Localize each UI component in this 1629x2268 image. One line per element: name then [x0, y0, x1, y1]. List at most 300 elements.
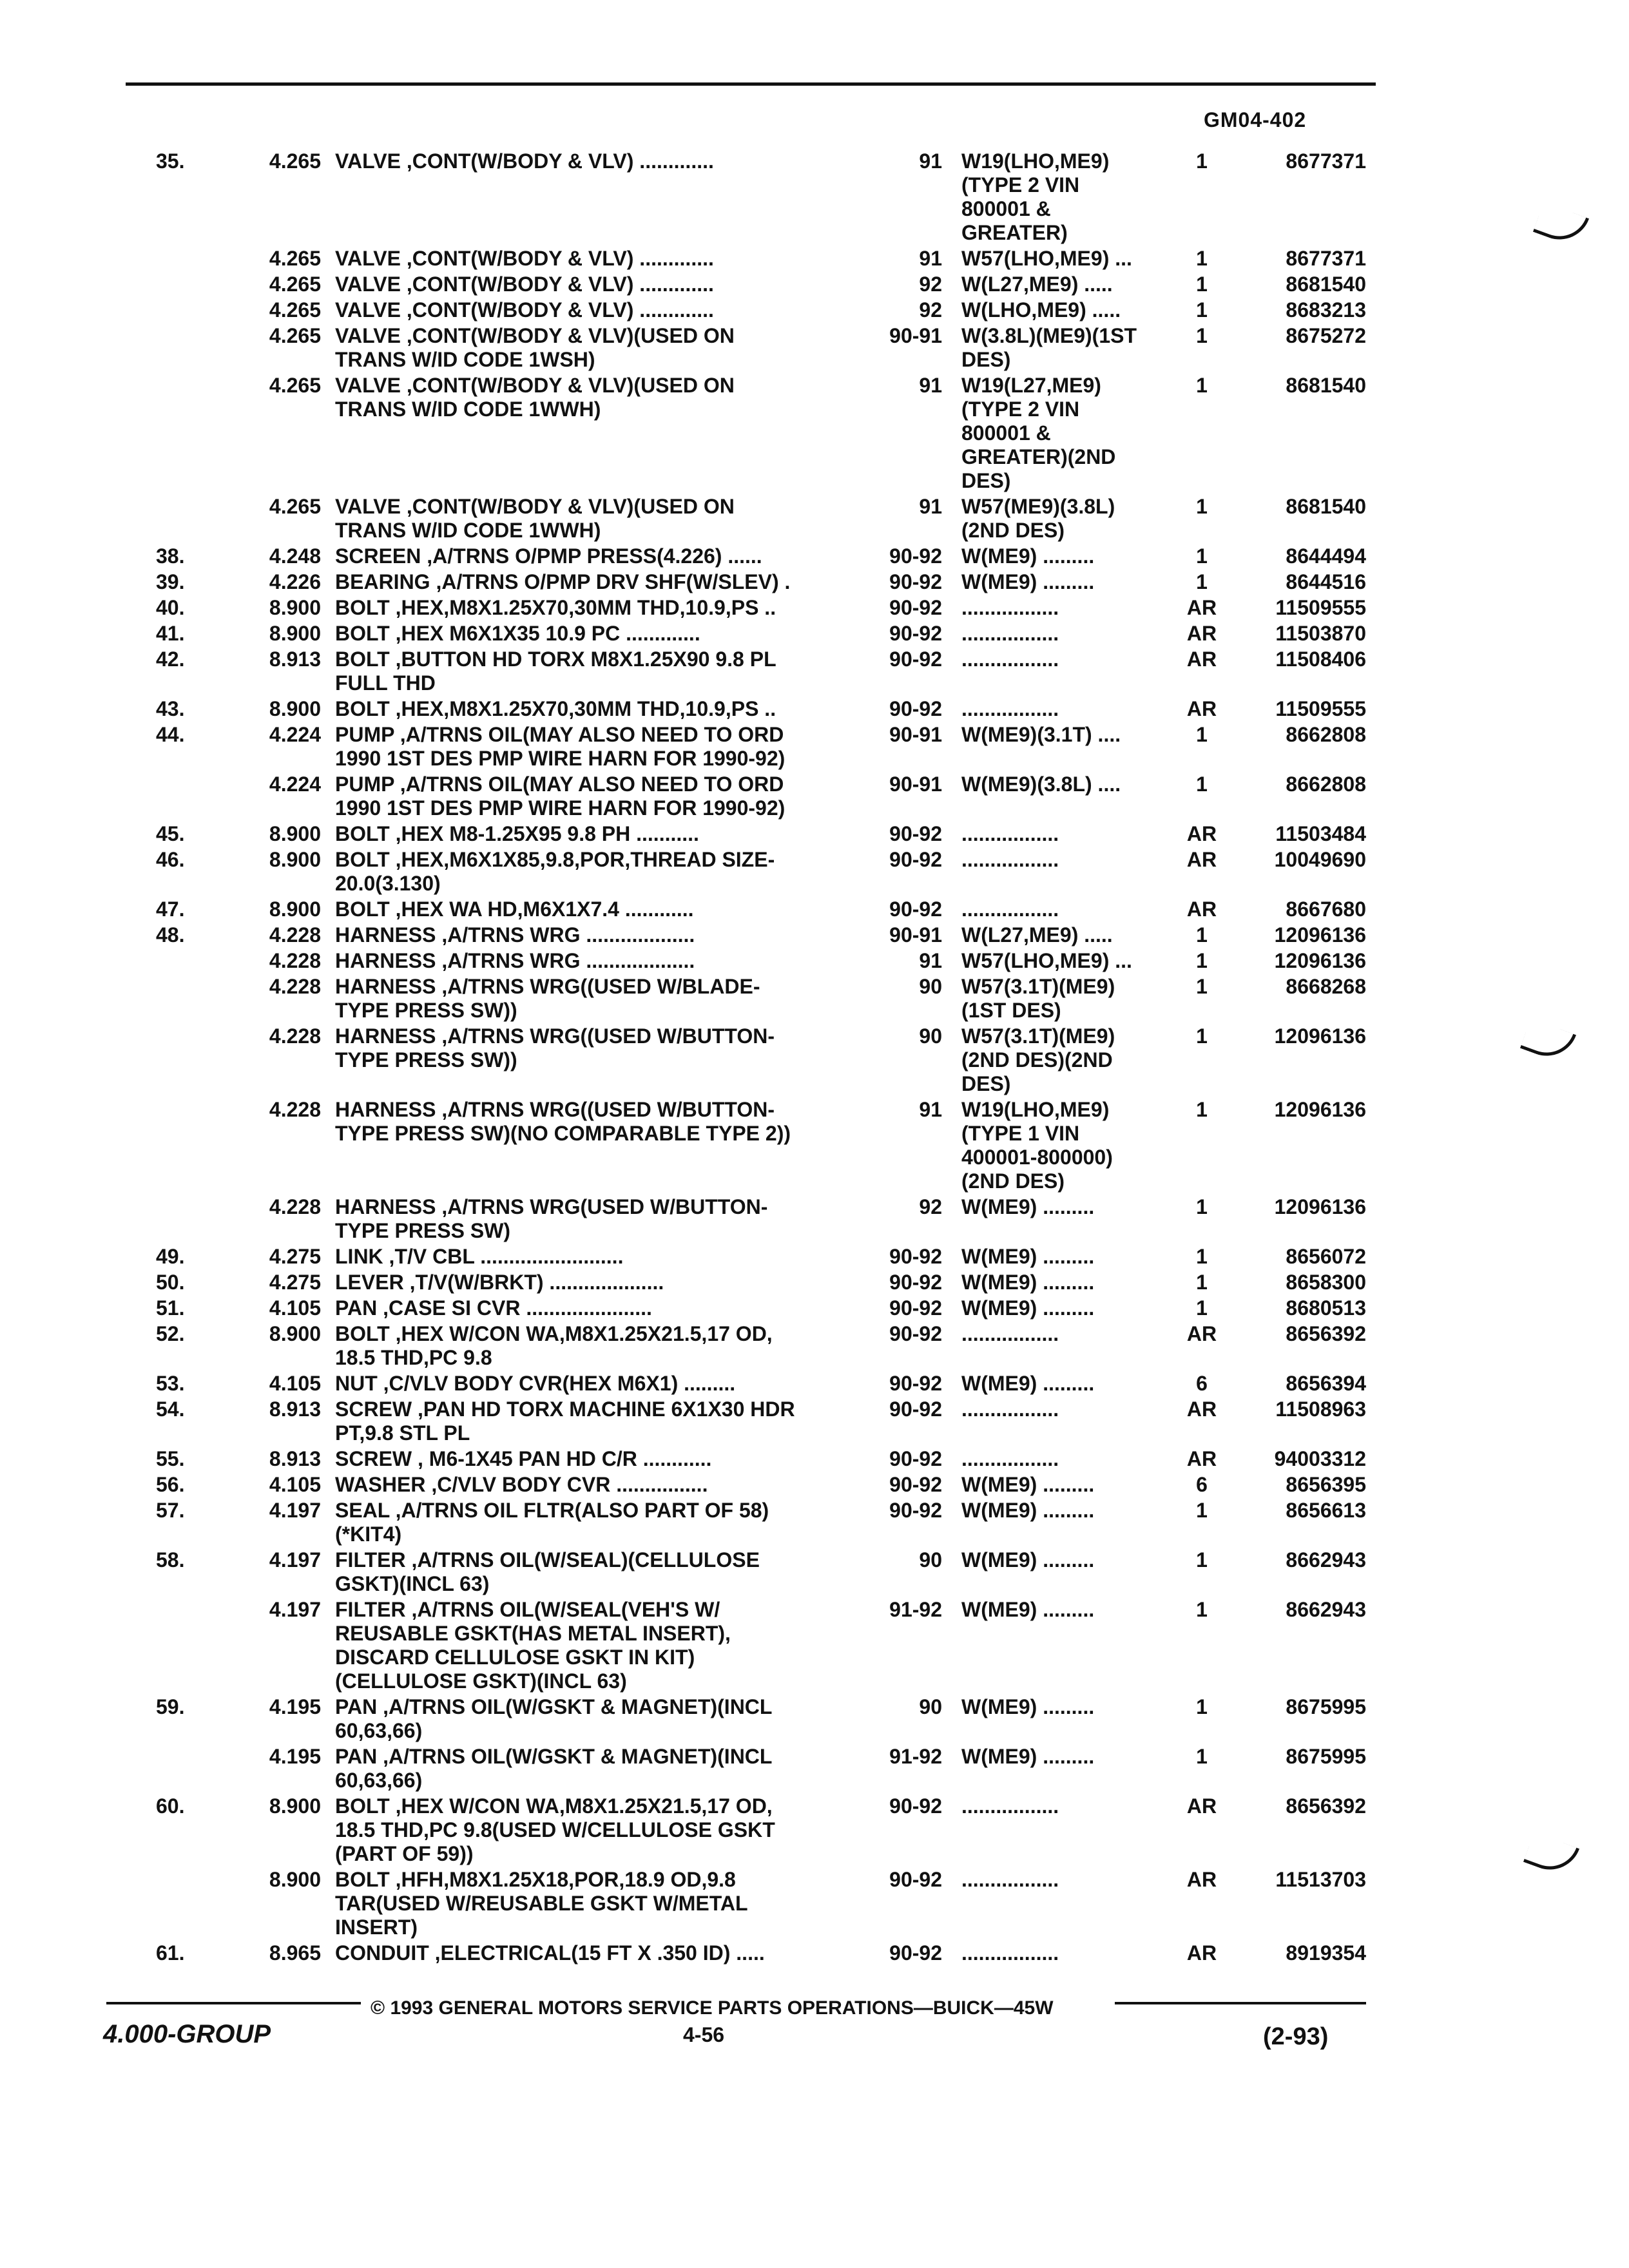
part-description	[335, 1941, 883, 1965]
model-years: 90	[919, 1695, 942, 1718]
item-index: 41.	[156, 622, 185, 645]
part-number: 11503870	[1275, 622, 1366, 645]
usage-codes-line: DES)	[961, 1072, 1011, 1095]
group-number: 4.265	[269, 247, 321, 270]
usage-codes-line: (TYPE 2 VIN	[961, 398, 1080, 421]
part-description-line: 1990 1ST DES PMP WIRE HARN FOR 1990-92)	[335, 796, 786, 820]
usage-codes	[961, 1447, 1193, 1471]
parts-row	[0, 648, 1629, 697]
part-description-line: CONDUIT ,ELECTRICAL(15 FT X .350 ID) .....	[335, 1941, 765, 1965]
part-description	[335, 697, 883, 721]
model-years: 90-91	[889, 723, 942, 746]
group-number: 8.913	[269, 1447, 321, 1470]
item-index: 57.	[156, 1499, 185, 1522]
usage-codes	[961, 975, 1193, 1023]
usage-codes-line: W(ME9) .........	[961, 1499, 1095, 1522]
part-number: 8656392	[1286, 1322, 1366, 1345]
part-description	[335, 1868, 883, 1939]
parts-row	[0, 773, 1629, 822]
usage-codes-line: .................	[961, 1794, 1059, 1818]
item-index: 50.	[156, 1271, 185, 1294]
parts-row	[0, 1447, 1629, 1473]
usage-codes-line: .................	[961, 1398, 1059, 1421]
model-years: 90-92	[889, 697, 942, 720]
group-number: 8.900	[269, 596, 321, 619]
usage-codes-line: W(ME9) .........	[961, 1745, 1095, 1768]
part-description	[335, 324, 883, 372]
part-description	[335, 1598, 883, 1693]
group-number: 4.228	[269, 1195, 321, 1218]
group-number: 4.197	[269, 1499, 321, 1522]
part-number: 8680513	[1286, 1296, 1366, 1320]
usage-codes-line: .................	[961, 697, 1059, 720]
usage-codes-line: (2ND DES)	[961, 1169, 1065, 1193]
model-years: 90-92	[889, 596, 942, 619]
group-number: 4.105	[269, 1296, 321, 1320]
parts-row	[0, 1296, 1629, 1322]
part-number: 94003312	[1274, 1447, 1366, 1470]
parts-row	[0, 1245, 1629, 1271]
part-description-line: VALVE ,CONT(W/BODY & VLV)(USED ON	[335, 324, 735, 347]
parts-row	[0, 1548, 1629, 1598]
parts-row	[0, 544, 1629, 570]
document-code: GM04-402	[1204, 108, 1307, 131]
usage-codes	[961, 374, 1193, 493]
group-number: 8.900	[269, 1322, 321, 1345]
model-years: 90-92	[889, 848, 942, 871]
quantity: 1	[1196, 1024, 1208, 1048]
usage-codes-line: DES)	[961, 469, 1011, 492]
parts-row	[0, 247, 1629, 273]
usage-codes	[961, 1296, 1193, 1320]
part-description-line: (*KIT4)	[335, 1523, 402, 1546]
part-description	[335, 1745, 883, 1792]
part-description-line: TYPE PRESS SW)	[335, 1219, 511, 1242]
part-description-line: VALVE ,CONT(W/BODY & VLV)(USED ON	[335, 374, 735, 397]
parts-row	[0, 975, 1629, 1024]
parts-list	[0, 149, 1629, 1967]
footer-group-label: 4.000-GROUP	[103, 2020, 271, 2048]
model-years: 91	[919, 949, 942, 972]
part-number: 8668268	[1286, 975, 1366, 998]
part-description-line: TYPE PRESS SW))	[335, 999, 517, 1022]
model-years: 92	[919, 1195, 942, 1218]
part-description	[335, 723, 883, 771]
usage-codes-line: GREATER)(2ND	[961, 445, 1116, 468]
part-description-line: 60,63,66)	[335, 1769, 423, 1792]
model-years: 90-92	[889, 1271, 942, 1294]
group-number: 8.900	[269, 898, 321, 921]
part-number: 8662943	[1286, 1598, 1366, 1621]
part-description	[335, 1098, 883, 1146]
usage-codes	[961, 495, 1193, 543]
usage-codes-line: .................	[961, 1941, 1059, 1965]
part-description	[335, 495, 883, 543]
usage-codes-line: W(ME9) .........	[961, 1473, 1095, 1496]
part-description-line: (PART OF 59))	[335, 1842, 474, 1865]
usage-codes	[961, 324, 1193, 372]
usage-codes-line: GREATER)	[961, 221, 1068, 244]
usage-codes-line: .................	[961, 1322, 1059, 1345]
quantity: AR	[1186, 697, 1217, 720]
usage-codes	[961, 1322, 1193, 1346]
usage-codes-line: W(L27,ME9) .....	[961, 923, 1113, 947]
quantity: AR	[1186, 822, 1217, 845]
quantity: 1	[1196, 374, 1208, 397]
part-description-line: HARNESS ,A/TRNS WRG((USED W/BUTTON-	[335, 1024, 775, 1048]
item-index: 44.	[156, 723, 185, 746]
part-description-line: LEVER ,T/V(W/BRKT) ....................	[335, 1271, 664, 1294]
part-description	[335, 544, 883, 568]
footer-page-number: 4-56	[683, 2023, 725, 2046]
part-description-line: (CELLULOSE GSKT)(INCL 63)	[335, 1669, 627, 1693]
group-number: 8.900	[269, 848, 321, 871]
usage-codes	[961, 1941, 1193, 1965]
part-description	[335, 1447, 883, 1471]
usage-codes-line: W57(ME9)(3.8L)	[961, 495, 1115, 518]
group-number: 8.913	[269, 648, 321, 671]
parts-row	[0, 723, 1629, 773]
part-description-line: GSKT)(INCL 63)	[335, 1572, 490, 1595]
item-index: 35.	[156, 149, 185, 173]
group-number: 4.228	[269, 975, 321, 998]
usage-codes	[961, 622, 1193, 646]
usage-codes	[961, 848, 1193, 872]
part-number: 8662808	[1286, 773, 1366, 796]
part-description-line: HARNESS ,A/TRNS WRG ...................	[335, 923, 695, 947]
usage-codes-line: W57(3.1T)(ME9)	[961, 1024, 1115, 1048]
part-description-line: NUT ,C/VLV BODY CVR(HEX M6X1) .........	[335, 1372, 736, 1395]
group-number: 8.965	[269, 1941, 321, 1965]
quantity: AR	[1186, 898, 1217, 921]
part-description-line: FILTER ,A/TRNS OIL(W/SEAL)(CELLULOSE	[335, 1548, 760, 1571]
part-number: 8656395	[1286, 1473, 1366, 1496]
usage-codes	[961, 822, 1193, 846]
part-description-line: VALVE ,CONT(W/BODY & VLV)(USED ON	[335, 495, 735, 518]
part-description-line: HARNESS ,A/TRNS WRG((USED W/BUTTON-	[335, 1098, 775, 1121]
model-years: 92	[919, 298, 942, 322]
model-years: 90-92	[889, 822, 942, 845]
quantity: 1	[1196, 298, 1208, 322]
parts-row	[0, 923, 1629, 949]
part-description-line: PT,9.8 STL PL	[335, 1421, 470, 1445]
item-index: 38.	[156, 544, 185, 568]
part-number: 12096136	[1274, 1098, 1366, 1121]
part-description-line: BOLT ,HFH,M8X1.25X18,POR,18.9 OD,9.8	[335, 1868, 736, 1891]
part-number: 8656613	[1286, 1499, 1366, 1522]
quantity: AR	[1186, 622, 1217, 645]
parts-row	[0, 1398, 1629, 1447]
quantity: 1	[1196, 773, 1208, 796]
usage-codes-line: W(3.8L)(ME9)(1ST	[961, 324, 1137, 347]
part-description-line: BOLT ,HEX W/CON WA,M8X1.25X21.5,17 OD,	[335, 1794, 773, 1818]
part-description-line: BOLT ,HEX WA HD,M6X1X7.4 ............	[335, 898, 694, 921]
parts-row	[0, 1745, 1629, 1794]
quantity: 1	[1196, 1195, 1208, 1218]
item-index: 49.	[156, 1245, 185, 1268]
quantity: 6	[1196, 1372, 1208, 1395]
footer-rule-left	[106, 2002, 361, 2004]
usage-codes-line: W(ME9)(3.1T) ....	[961, 723, 1121, 746]
group-number: 8.913	[269, 1398, 321, 1421]
part-description-line: REUSABLE GSKT(HAS METAL INSERT),	[335, 1622, 731, 1645]
quantity: 1	[1196, 149, 1208, 173]
usage-codes-line: W(ME9) .........	[961, 1245, 1095, 1268]
parts-row	[0, 1941, 1629, 1967]
usage-codes-line: .................	[961, 848, 1059, 871]
part-description	[335, 1271, 883, 1294]
part-number: 8662808	[1286, 723, 1366, 746]
parts-row	[0, 1473, 1629, 1499]
part-description-line: TRANS W/ID CODE 1WSH)	[335, 348, 595, 371]
part-number: 10049690	[1274, 848, 1366, 871]
part-description	[335, 570, 883, 594]
quantity: 1	[1196, 1271, 1208, 1294]
quantity: 1	[1196, 975, 1208, 998]
usage-codes-line: W(ME9)(3.8L) ....	[961, 773, 1121, 796]
parts-row	[0, 697, 1629, 723]
parts-row	[0, 898, 1629, 923]
item-index: 42.	[156, 648, 185, 671]
part-description	[335, 374, 883, 421]
parts-row	[0, 1695, 1629, 1745]
part-description-line: HARNESS ,A/TRNS WRG(USED W/BUTTON-	[335, 1195, 768, 1218]
quantity: 1	[1196, 495, 1208, 518]
usage-codes	[961, 697, 1193, 721]
model-years: 90-92	[889, 1447, 942, 1470]
group-number: 4.275	[269, 1271, 321, 1294]
item-index: 40.	[156, 596, 185, 619]
quantity: 1	[1196, 1098, 1208, 1121]
usage-codes	[961, 1195, 1193, 1219]
usage-codes-line: 800001 &	[961, 421, 1051, 445]
group-number: 4.228	[269, 923, 321, 947]
part-description	[335, 596, 883, 620]
part-description-line: TRANS W/ID CODE 1WWH)	[335, 519, 601, 542]
usage-codes	[961, 648, 1193, 671]
part-description-line: BOLT ,HEX,M8X1.25X70,30MM THD,10.9,PS ..	[335, 596, 776, 619]
part-description	[335, 898, 883, 921]
footer-rule-right	[1115, 2002, 1366, 2004]
quantity: 1	[1196, 1598, 1208, 1621]
usage-codes-line: W(ME9) .........	[961, 1598, 1095, 1621]
usage-codes	[961, 273, 1193, 296]
usage-codes-line: 400001-800000)	[961, 1146, 1113, 1169]
part-number: 8677371	[1286, 149, 1366, 173]
usage-codes	[961, 570, 1193, 594]
quantity: 1	[1196, 1296, 1208, 1320]
usage-codes-line: W19(L27,ME9)	[961, 374, 1101, 397]
item-index: 43.	[156, 697, 185, 720]
quantity: 1	[1196, 1745, 1208, 1768]
part-number: 11508406	[1275, 648, 1366, 671]
model-years: 90-92	[889, 648, 942, 671]
part-description	[335, 1372, 883, 1396]
part-description-line: PAN ,CASE SI CVR ......................	[335, 1296, 652, 1320]
group-number: 4.265	[269, 374, 321, 397]
part-description-line: 1990 1ST DES PMP WIRE HARN FOR 1990-92)	[335, 747, 786, 770]
part-description	[335, 1499, 883, 1546]
part-number: 8919354	[1286, 1941, 1366, 1965]
model-years: 90	[919, 1024, 942, 1048]
usage-codes	[961, 247, 1193, 271]
part-number: 8675272	[1286, 324, 1366, 347]
part-description-line: FULL THD	[335, 671, 436, 695]
item-index: 58.	[156, 1548, 185, 1571]
model-years: 90-92	[889, 1473, 942, 1496]
part-description	[335, 773, 883, 820]
usage-codes	[961, 898, 1193, 921]
part-number: 11508963	[1275, 1398, 1366, 1421]
part-number: 8656072	[1286, 1245, 1366, 1268]
parts-row	[0, 273, 1629, 298]
part-description-line: 20.0(3.130)	[335, 872, 441, 895]
part-number: 11509555	[1275, 697, 1366, 720]
usage-codes-line: W(L27,ME9) .....	[961, 273, 1113, 296]
parts-row	[0, 1322, 1629, 1372]
model-years: 91	[919, 374, 942, 397]
model-years: 90-92	[889, 1296, 942, 1320]
model-years: 90-91	[889, 923, 942, 947]
usage-codes-line: W(ME9) .........	[961, 544, 1095, 568]
part-description-line: INSERT)	[335, 1916, 418, 1939]
usage-codes	[961, 923, 1193, 947]
part-description	[335, 298, 883, 322]
quantity: 1	[1196, 923, 1208, 947]
parts-row	[0, 596, 1629, 622]
part-description-line: 18.5 THD,PC 9.8	[335, 1346, 492, 1369]
part-description	[335, 1195, 883, 1243]
usage-codes-line: W(ME9) .........	[961, 1695, 1095, 1718]
model-years: 91-92	[889, 1745, 942, 1768]
usage-codes-line: (2ND DES)(2ND	[961, 1048, 1113, 1072]
part-description-line: TYPE PRESS SW))	[335, 1048, 517, 1072]
quantity: AR	[1186, 1398, 1217, 1421]
part-description-line: BEARING ,A/TRNS O/PMP DRV SHF(W/SLEV) .	[335, 570, 791, 593]
part-description-line: SCREW , M6-1X45 PAN HD C/R ............	[335, 1447, 712, 1470]
usage-codes	[961, 1794, 1193, 1818]
part-description	[335, 622, 883, 646]
quantity: 1	[1196, 1499, 1208, 1522]
usage-codes-line: .................	[961, 822, 1059, 845]
parts-row	[0, 1271, 1629, 1296]
usage-codes-line: .................	[961, 622, 1059, 645]
quantity: AR	[1186, 1794, 1217, 1818]
model-years: 91-92	[889, 1598, 942, 1621]
group-number: 4.195	[269, 1695, 321, 1718]
usage-codes	[961, 1398, 1193, 1421]
parts-row	[0, 949, 1629, 975]
usage-codes-line: 800001 &	[961, 197, 1051, 220]
group-number: 4.265	[269, 149, 321, 173]
usage-codes-line: W(LHO,ME9) .....	[961, 298, 1121, 322]
model-years: 90-92	[889, 1499, 942, 1522]
part-number: 8683213	[1286, 298, 1366, 322]
part-description-line: BOLT ,HEX,M8X1.25X70,30MM THD,10.9,PS ..	[335, 697, 776, 720]
part-description	[335, 975, 883, 1023]
parts-row	[0, 1098, 1629, 1195]
usage-codes-line: W(ME9) .........	[961, 1548, 1095, 1571]
item-index: 39.	[156, 570, 185, 593]
part-description	[335, 1296, 883, 1320]
part-number: 11509555	[1275, 596, 1366, 619]
part-description	[335, 923, 883, 947]
part-number: 12096136	[1274, 923, 1366, 947]
usage-codes	[961, 949, 1193, 973]
group-number: 4.105	[269, 1473, 321, 1496]
quantity: AR	[1186, 1447, 1217, 1470]
quantity: 1	[1196, 1548, 1208, 1571]
parts-row	[0, 570, 1629, 596]
model-years: 90-92	[889, 1398, 942, 1421]
usage-codes-line: W(ME9) .........	[961, 1271, 1095, 1294]
item-index: 54.	[156, 1398, 185, 1421]
usage-codes-line: W(ME9) .........	[961, 1372, 1095, 1395]
parts-row	[0, 374, 1629, 495]
group-number: 4.248	[269, 544, 321, 568]
group-number: 4.265	[269, 495, 321, 518]
part-description-line: BOLT ,HEX,M6X1X85,9.8,POR,THREAD SIZE-	[335, 848, 775, 871]
part-description-line: VALVE ,CONT(W/BODY & VLV) .............	[335, 298, 714, 322]
usage-codes-line: W57(LHO,ME9) ...	[961, 949, 1132, 972]
part-description-line: LINK ,T/V CBL .........................	[335, 1245, 624, 1268]
part-description	[335, 1024, 883, 1072]
group-number: 8.900	[269, 1794, 321, 1818]
group-number: 4.228	[269, 1024, 321, 1048]
part-description	[335, 1794, 883, 1866]
quantity: 1	[1196, 324, 1208, 347]
usage-codes-line: (1ST DES)	[961, 999, 1061, 1022]
usage-codes-line: (TYPE 2 VIN	[961, 173, 1080, 197]
usage-codes-line: W57(LHO,ME9) ...	[961, 247, 1132, 270]
usage-codes-line: (2ND DES)	[961, 519, 1065, 542]
part-number: 11513703	[1275, 1868, 1366, 1891]
parts-row	[0, 1195, 1629, 1245]
part-description-line: TRANS W/ID CODE 1WWH)	[335, 398, 601, 421]
model-years: 90-92	[889, 1794, 942, 1818]
quantity: 6	[1196, 1473, 1208, 1496]
item-index: 61.	[156, 1941, 185, 1965]
group-number: 4.197	[269, 1598, 321, 1621]
model-years: 90-92	[889, 570, 942, 593]
usage-codes-line: .................	[961, 648, 1059, 671]
parts-row	[0, 1499, 1629, 1548]
part-description-line: BOLT ,HEX M6X1X35 10.9 PC .............	[335, 622, 700, 645]
quantity: 1	[1196, 570, 1208, 593]
usage-codes	[961, 1868, 1193, 1892]
part-description	[335, 1245, 883, 1269]
part-description-line: PAN ,A/TRNS OIL(W/GSKT & MAGNET)(INCL	[335, 1745, 773, 1768]
part-number: 8644516	[1286, 570, 1366, 593]
parts-row	[0, 1794, 1629, 1868]
group-number: 4.224	[269, 773, 321, 796]
item-index: 47.	[156, 898, 185, 921]
group-number: 4.265	[269, 324, 321, 347]
footer-date: (2-93)	[1263, 2023, 1329, 2050]
part-description	[335, 648, 883, 695]
part-description-line: SEAL ,A/TRNS OIL FLTR(ALSO PART OF 58)	[335, 1499, 769, 1522]
usage-codes	[961, 1548, 1193, 1572]
usage-codes	[961, 723, 1193, 747]
usage-codes-line: W57(3.1T)(ME9)	[961, 975, 1115, 998]
model-years: 90	[919, 1548, 942, 1571]
quantity: 1	[1196, 247, 1208, 270]
item-index: 60.	[156, 1794, 185, 1818]
group-number: 4.228	[269, 949, 321, 972]
part-description-line: BOLT ,HEX M8-1.25X95 9.8 PH ...........	[335, 822, 699, 845]
part-description	[335, 1548, 883, 1596]
quantity: AR	[1186, 1941, 1217, 1965]
